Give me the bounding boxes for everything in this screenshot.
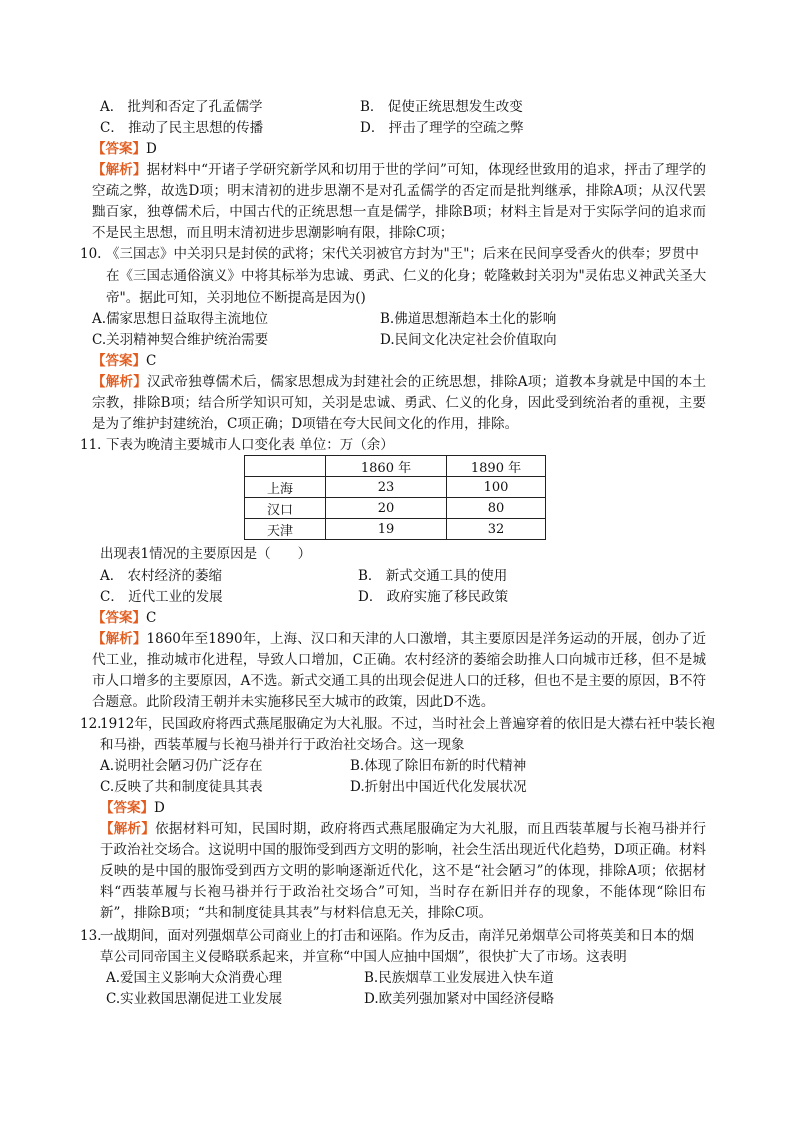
q13-option-a: A.爱国主义影响大众消费心理 bbox=[106, 970, 283, 986]
table-cell: 20 bbox=[326, 498, 447, 519]
table-cell-city: 汉口 bbox=[245, 498, 326, 519]
q12-stem-line2: 和马褂，西装革履与长袍马褂并行于政治社交场合。这一现象 bbox=[100, 737, 465, 753]
q11-option-b: B． 新式交通工具的使用 bbox=[358, 568, 508, 584]
table-row bbox=[245, 477, 546, 498]
q13-option-c: C.实业救国思潮促进工业发展 bbox=[106, 991, 283, 1007]
q11-number: 11． bbox=[80, 437, 111, 453]
table-cell: 19 bbox=[326, 519, 447, 540]
q10-analysis bbox=[92, 372, 706, 435]
q11-option-d: D． 政府实施了移民政策 bbox=[358, 589, 509, 605]
analysis-text: 汉武帝独尊儒术后，儒家思想成为封建社会的正统思想，排除A项；道教本身就是中国的本土宗教，排除B项；结合所学知识可知，关羽是忠诚、勇武、仁义的化身，因此受到统治者的重视，主要是为了维护封建统治，C项正确；D项错在夸大民间文化的作用，排除。 bbox=[92, 374, 707, 432]
analysis-text: 据材料中“开诸子学研究新学风和切用于世的学问”可知，体现经世致用的追求，抨击了理学的空疏之弊，故选D项；明末清初的进步思潮不是对孔孟儒学的否定而是批判继承，排除A项；从汉代罢黜百家，独尊儒术后，中国古代的正统思想一直是儒学，排除B项；材料主旨是对于实际学问的追求而不是民主思想，而且明末清初进步思潮影响有限，排除C项； bbox=[92, 162, 707, 241]
q10-option-b: B.佛道思想渐趋本土化的影响 bbox=[380, 311, 557, 327]
table-cell-city: 天津 bbox=[245, 519, 326, 540]
q9-answer bbox=[92, 139, 157, 159]
analysis-label: 【解析】 bbox=[92, 631, 147, 647]
table-header-cell: 1890 年 bbox=[447, 456, 546, 477]
table-cell: 23 bbox=[326, 477, 447, 498]
q9-option-a: A． 批判和否定了孔孟儒学 bbox=[100, 99, 263, 115]
q13-option-d: D.欧美列强加紧对中国经济侵略 bbox=[364, 991, 555, 1007]
answer-label: 【答案】 bbox=[92, 610, 146, 626]
q12-answer bbox=[100, 798, 165, 818]
table-cell: 100 bbox=[447, 477, 546, 498]
q10-stem-line2: 在《三国志通俗演义》中将其标举为忠诚、勇武、仁义的化身；乾隆敕封关羽为"灵佑忠义神武关圣大 bbox=[106, 268, 707, 284]
q11-stem: 下表为晚清主要城市人口变化表 单位：万（余） bbox=[106, 437, 394, 453]
table-header-cell bbox=[245, 456, 326, 477]
table-row bbox=[245, 519, 546, 540]
table-cell: 32 bbox=[447, 519, 546, 540]
q9-option-d: D． 抨击了理学的空疏之弊 bbox=[360, 120, 524, 136]
q11-answer bbox=[92, 608, 156, 628]
q10-stem-line1: 《三国志》中关羽只是封侯的武将；宋代关羽被官方封为"王"；后来在民间享受香火的供奉；罗贯中 bbox=[106, 246, 699, 262]
q12-option-d: D.折射出中国近代化发展状况 bbox=[350, 779, 527, 795]
q11-question: 出现表1情况的主要原因是（ ） bbox=[100, 546, 312, 562]
answer-label: 【答案】 bbox=[92, 353, 146, 369]
analysis-text: 依据材料可知，民国时期，政府将西式燕尾服确定为大礼服，而且西装革履与长袍马褂并行于政治社交场合。这说明中国的服饰受到西方文明的影响，社会生活出现近代化趋势，D项正确。材料反映的是中国的服饰受到西方文明的影响逐渐近代化，这不是“社会陋习”的体现，排除A项；依据材料“西装革履与长袍马褂并行于政治社交场合”可知，当时存在新旧并存的现象，不能体现“除旧布新”，排除B项；“共和制度徒具其表”与材料信息无关，排除C项。 bbox=[100, 821, 707, 921]
q10-option-a: A.儒家思想日益取得主流地位 bbox=[92, 311, 269, 327]
analysis-text: 1860年至1890年，上海、汉口和天津的人口激增，其主要原因是洋务运动的开展，创办了近代工业，推动城市化进程，导致人口增加，C正确。农村经济的萎缩会助推人口向城市迁移，但不是城市人口增多的主要原因，A不选。新式交通工具的出现会促进人口的迁移，但也不是主要的原因，B不符合题意。此阶段清王朝并未实施移民至大城市的政策，因此D不选。 bbox=[92, 631, 706, 710]
analysis-label: 【解析】 bbox=[100, 821, 156, 837]
q12-stem-line1: 1912年，民国政府将西式燕尾服确定为大礼服。不过，当时社会上普遍穿着的依旧是大襟右衽中装长袍 bbox=[100, 716, 715, 732]
answer-label: 【答案】 bbox=[100, 800, 154, 816]
answer-label: 【答案】 bbox=[92, 141, 146, 157]
q13-option-b: B.民族烟草工业发展进入快车道 bbox=[364, 970, 554, 986]
table-cell: 80 bbox=[447, 498, 546, 519]
q10-stem-line3: 帝"。据此可知，关羽地位不断提高是因为() bbox=[106, 290, 366, 306]
q12-analysis bbox=[100, 819, 706, 924]
q13-stem-line2: 草公司同帝国主义侵略联系起来，并宣称“中国人应抽中国烟”，很快扩大了市场。这表明 bbox=[100, 949, 627, 965]
q12-option-b: B.体现了除旧布新的时代精神 bbox=[350, 758, 527, 774]
q13-number: 13. bbox=[80, 928, 102, 944]
population-table bbox=[244, 455, 546, 540]
analysis-label: 【解析】 bbox=[92, 162, 147, 178]
q9-option-c: C． 推动了民主思想的传播 bbox=[100, 120, 264, 136]
table-header-row bbox=[245, 456, 546, 477]
q11-option-c: C． 近代工业的发展 bbox=[100, 589, 223, 605]
q11-option-a: A． 农村经济的萎缩 bbox=[100, 568, 223, 584]
table-header-cell: 1860 年 bbox=[326, 456, 447, 477]
analysis-label: 【解析】 bbox=[92, 374, 147, 390]
answer-value: D bbox=[146, 141, 157, 157]
q10-number: 10. bbox=[80, 246, 102, 262]
answer-value: C bbox=[146, 610, 157, 626]
q10-option-d: D.民间文化决定社会价值取向 bbox=[380, 332, 557, 348]
q12-number: 12. bbox=[80, 716, 102, 732]
q11-analysis bbox=[92, 629, 706, 713]
q10-option-c: C.关羽精神契合维护统治需要 bbox=[92, 332, 269, 348]
q13-stem-line1: 一战期间，面对列强烟草公司商业上的打击和诬陷。作为反击，南洋兄弟烟草公司将英美和日本的烟 bbox=[100, 928, 694, 944]
q10-answer bbox=[92, 351, 156, 371]
q12-option-c: C.反映了共和制度徒具其表 bbox=[100, 779, 263, 795]
answer-value: D bbox=[154, 800, 165, 816]
q12-option-a: A.说明社会陋习仍广泛存在 bbox=[100, 758, 263, 774]
table-cell-city: 上海 bbox=[245, 477, 326, 498]
q9-analysis bbox=[92, 160, 706, 244]
q9-option-b: B． 促使正统思想发生改变 bbox=[360, 99, 523, 115]
table-row bbox=[245, 498, 546, 519]
answer-value: C bbox=[146, 353, 157, 369]
